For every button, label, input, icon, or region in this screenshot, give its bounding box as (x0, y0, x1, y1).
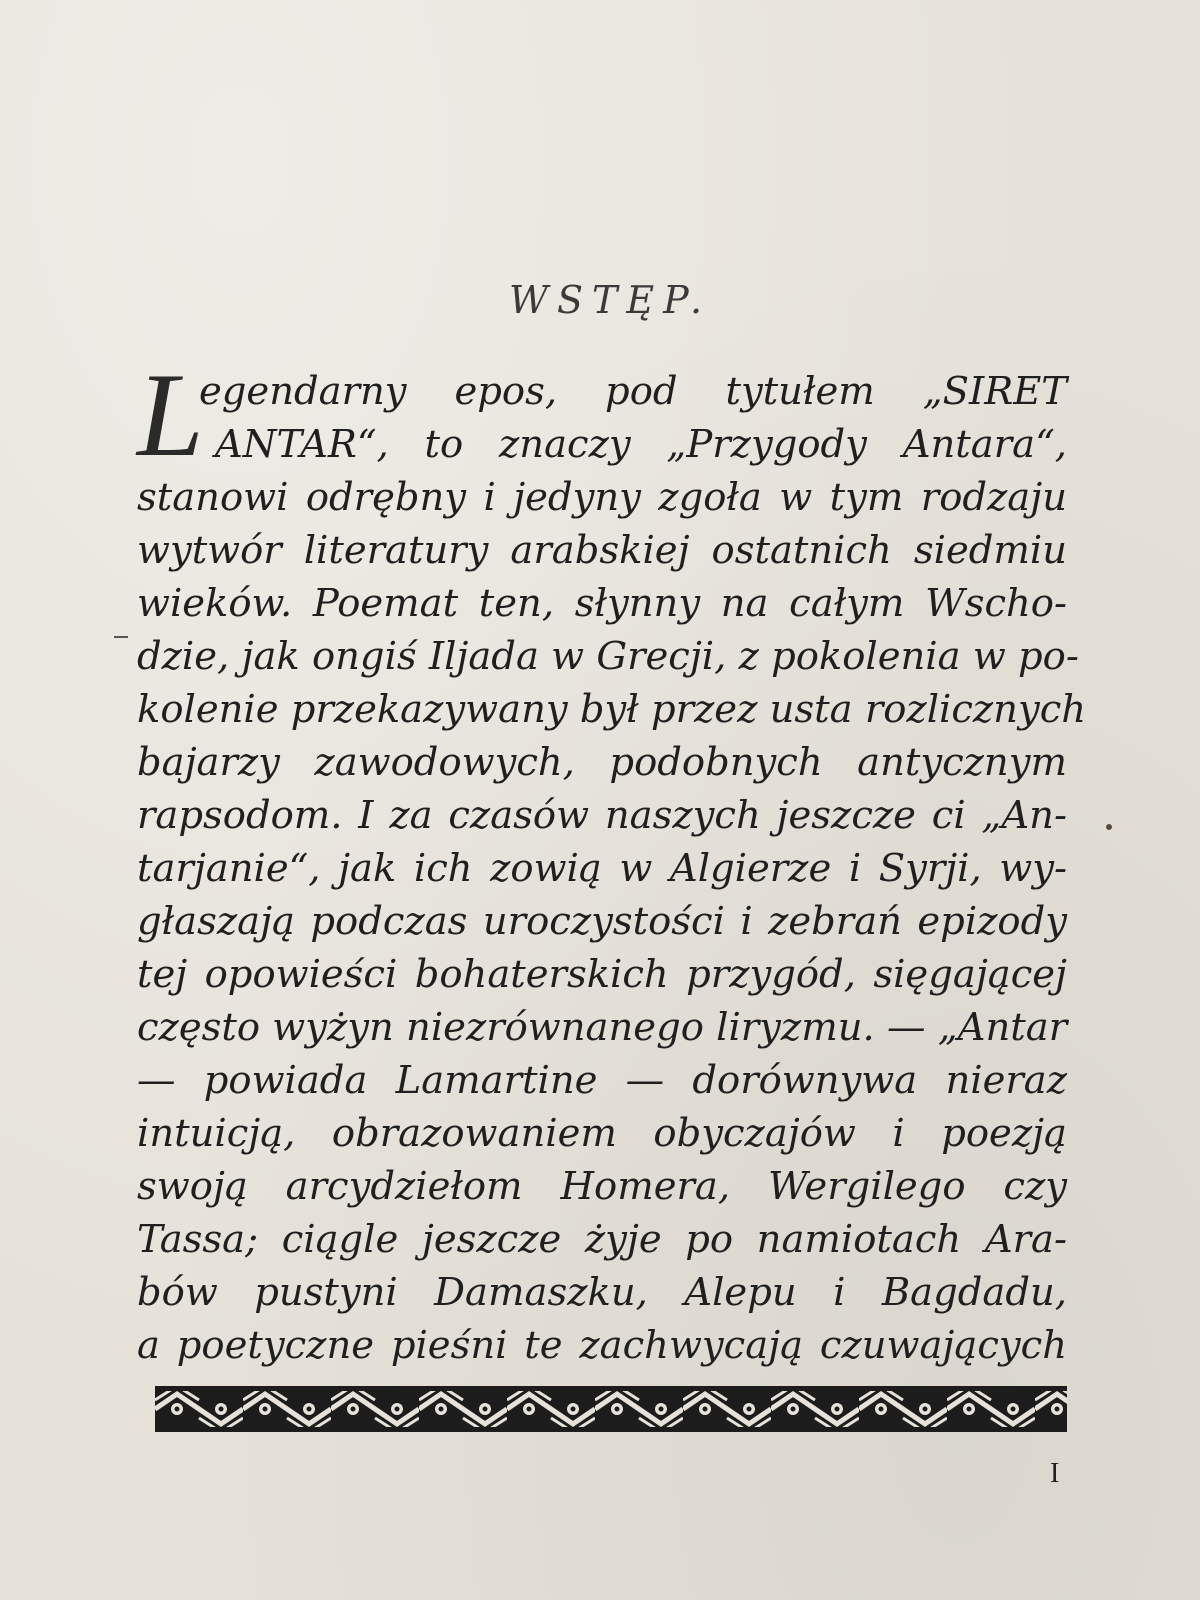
paper-speck (1106, 824, 1112, 830)
body-text (137, 365, 1087, 1372)
page-number: I (1050, 1458, 1060, 1489)
text-line: często wyżyn niezrównanego liryzmu. — „Antar (137, 1005, 1068, 1050)
text-line: Tassa; ciągle jeszcze żyje po namiotach Ara- (137, 1217, 1067, 1262)
text-line: intuicją, obrazowaniem obyczajów i poezją (137, 1111, 1067, 1156)
text-line: a poetyczne pieśni te zachwycają czuwających (137, 1323, 1067, 1368)
text-line: tej opowieści bohaterskich przygód, sięgającej (137, 952, 1067, 997)
ornament-top-edge (155, 1386, 1067, 1391)
text-line: bajarzy zawodowych, podobnych antycznym (137, 740, 1067, 785)
text-line: — powiada Lamartine — dorównywa nieraz (137, 1058, 1067, 1103)
ornament-band (155, 1386, 1067, 1432)
text-line: bów pustyni Damaszku, Alepu i Bagdadu, (137, 1270, 1067, 1315)
text-line: dzie, jak ongiś Iljada w Grecji, z pokolenia w po- (137, 634, 1079, 679)
text-line: głaszają podczas uroczystości i zebrań epizody (137, 899, 1067, 944)
text-line: stanowi odrębny i jedyny zgoła w tym rodzaju (137, 475, 1067, 520)
ornament-bottom-edge (155, 1427, 1067, 1432)
text-line: swoją arcydziełom Homera, Wergilego czy (137, 1164, 1067, 1209)
ornamental-border (155, 1380, 1067, 1438)
text-line: rapsodom. I za czasów naszych jeszcze ci „An- (137, 793, 1067, 838)
text-line: egendarny epos, pod tytułem „SIRET (199, 369, 1067, 414)
drop-cap: L (137, 348, 204, 481)
text-line: tarjanie“, jak ich zowią w Algierze i Syrji, wy- (137, 846, 1067, 891)
text-line: kolenie przekazywany był przez usta rozlicznych (137, 687, 1087, 732)
page-title: WSTĘP. (508, 278, 712, 322)
text-line: ANTAR“, to znaczy „Przygody Antara“, (215, 422, 1067, 467)
text-line: wieków. Poemat ten, słynny na całym Wscho- (137, 581, 1067, 626)
text-line: wytwór literatury arabskiej ostatnich siedmiu (137, 528, 1067, 573)
margin-mark (114, 636, 128, 638)
